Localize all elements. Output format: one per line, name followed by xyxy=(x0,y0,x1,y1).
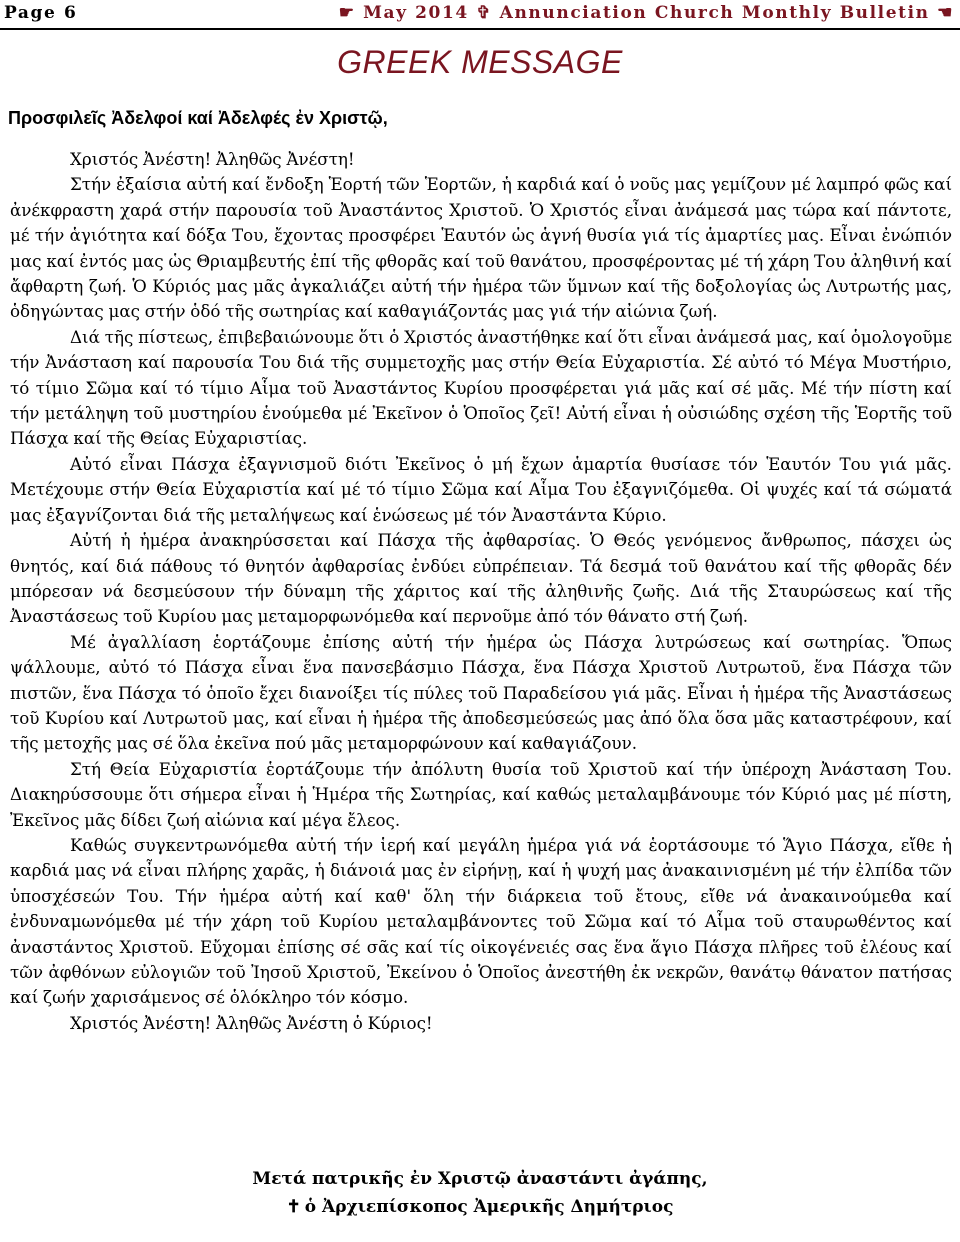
paragraph-4: Αὐτό εἶναι Πάσχα ἐξαγνισμοῦ διότι Ἐκεῖνος ὁ μή ἔχων ἁμαρτία θυσίασε τόν Ἑαυτόν Του γιά μᾶς. Μετέχουμε στήν Θεία Εὐχαριστία καί μέ τό τίμιο Σῶμα καί Αἷμα Του ἐξαγνιζόμεθα. Οἱ ψυχές καί τά σώματά μας ἐξαγνίζονται διά τῆς μεταλήψεως καί ἑνώσεως μέ τόν Ἀναστάντα Κύριο. xyxy=(10,453,952,525)
greeting: Προσφιλεῖς Ἀδελφοί καί Ἀδελφές ἐν Χριστῷ, xyxy=(8,108,388,128)
letter-body xyxy=(10,147,952,1036)
pointing-hand-right-icon: ☚ xyxy=(937,3,954,23)
paragraph-8: Καθώς συγκεντρωνόμεθα αὐτή τήν ἱερή καί μεγάλη ἡμέρα γιά νά ἑορτάσουμε τό Ἅγιο Πάσχα, εἴθε ἡ καρδιά μας νά εἶναι πλήρης χαρᾶς, ἡ διάνοιά μας ἐν εἰρήνῃ, καί ἡ ψυχή μας ἀνακαινισμένη μέ τήν ἐλπίδα τῶν ὑποσχέσεών Του. Τήν ἡμέρα αὐτή καί καθ' ὅλη τήν διάρκεια τοῦ ἔτους, εἴθε νά ἀνακαινούμεθα καί ἐνδυναμωνόμεθα μέ τήν χάρη τοῦ Κυρίου μεταλαμβάνοντες τοῦ Σῶμα καί τό Αἷμα τοῦ σταυρωθέντος καί ἀναστάντος Χριστοῦ. Εὔχομαι ἐπίσης σέ σᾶς καί τίς οἰκογένειές σας ἕνα ἅγιο Πάσχα πλῆρες τοῦ ἐλέους καί τῶν ἀφθόνων εὐλογιῶν τοῦ Ἰησοῦ Χριστοῦ, Ἐκείνου ὁ Ὁποῖος ἀνεστήθη ἐκ νεκρῶν, θανάτῳ θάνατον πατήσας καί ζωήν χαρισάμενος σέ ὁλόκληρο τόν κόσμο. xyxy=(10,834,952,1008)
paragraph-6: Μέ ἀγαλλίαση ἑορτάζουμε ἐπίσης αὐτή τήν ἡμέρα ὡς Πάσχα λυτρώσεως καί σωτηρίας. Ὅπως ψάλλουμε, αὐτό τό Πάσχα εἶναι ἕνα πανσεβάσμιο Πάσχα, ἕνα Πάσχα Χριστοῦ Λυτρωτοῦ, ἕνα Πάσχα τῶν πιστῶν, ἕνα Πάσχα τό ὁποῖο ἔχει διανοίξει τίς πύλες τοῦ Παραδείσου γιά μᾶς. Εἶναι ἡ ἡμέρα τῆς Ἀναστάσεως τοῦ Κυρίου καί Λυτρωτοῦ μας, καί εἶναι ἡ ἡμέρα τῆς ἀποδεσμεύσεώς μας ἀπό ὅλα ὅσα μᾶς καταστρέφουν, καί τῆς μετοχῆς μας σέ ὅλα ἐκεῖνα πού μᾶς μεταμορφώνουν καί καθαγιάζουν. xyxy=(10,631,952,754)
signatory: ὁ Ἀρχιεπίσκοπος Ἀμερικῆς Δημήτριος xyxy=(304,1197,674,1217)
paragraph-7: Στή Θεία Εὐχαριστία ἑορτάζουμε τήν ἀπόλυτη θυσία τοῦ Χριστοῦ καί τήν ὑπέροχη Ἀνάσταση Του. Διακηρύσσουμε ὅτι σήμερα εἶναι ἡ Ἡμέρα τῆς Σωτηρίας, καί καθώς μεταλαμβάνουμε τόν Κύριό μας μέ πίστη, Ἐκεῖνος μᾶς δίδει ζωή αἰώνια καί μέγα ἔλεος. xyxy=(10,758,952,830)
header-divider xyxy=(0,28,960,30)
closing-salutation: Μετά πατρικῆς ἐν Χριστῷ ἀναστάντι ἀγάπης, xyxy=(252,1169,708,1189)
cross-icon: ✝ xyxy=(286,1197,301,1217)
paragraph-5: Αὐτή ἡ ἡμέρα ἀνακηρύσσεται καί Πάσχα τῆς ἀφθαρσίας. Ὁ Θεός γενόμενος ἄνθρωπος, πάσχει ὡς θνητός, καί διά πάθους τό θνητόν ἀφθαρσίας ἐνδύει εὐπρέπειαν. Τά δεσμά τοῦ θανάτου καί τῆς φθορᾶς δέν μπόρεσαν νά δεσμεύσουν τήν δύναμη τῆς χάριτος καί τῆς ἀληθινῆς ζωῆς. Διά τῆς Σταυρώσεως καί τῆς Ἀναστάσεως τοῦ Κυρίου μας μεταμορφωνόμεθα καί περνοῦμε ἀπό τόν θάνατο στή ζωή. xyxy=(10,530,952,627)
paragraph-3: Διά τῆς πίστεως, ἐπιβεβαιώνουμε ὅτι ὁ Χριστός ἀναστήθηκε καί ὅτι εἶναι ἀνάμεσά μας, καί ὁμολογοῦμε τήν Ἀνάσταση καί παρουσία Του διά τῆς συμμετοχῆς μας στήν Θεία Εὐχαριστία. Σέ αὐτό τό Μέγα Μυστήριο, τό τίμιο Σῶμα καί τό τίμιο Αἷμα τοῦ Ἀναστάντος Κυρίου προσφέρεται γιά μᾶς καί σέ μᾶς. Μέ τήν πίστη καί τήν μετάληψη τοῦ μυστηρίου ἑνούμεθα μέ Ἐκεῖνον ὁ Ὁποῖος ζεῖ! Αὐτή εἶναι ἡ οὐσιώδης σχέση τῆς Ἑορτῆς τοῦ Πάσχα καί τῆς Θείας Εὐχαριστίας. xyxy=(10,326,952,449)
bulletin-header xyxy=(339,3,960,23)
page-title: GREEK MESSAGE xyxy=(337,44,623,80)
paragraph-2: Στήν ἐξαίσια αὐτή καί ἔνδοξη Ἑορτή τῶν Ἑορτῶν, ἡ καρδιά καί ὁ νοῦς μας γεμίζουν μέ λαμπρό φῶς καί ἀνέκφραστη χαρά στήν παρουσία τοῦ Ἀναστάντος Χριστοῦ. Ὁ Χριστός εἶναι ἀνάμεσά μας τώρα καί πάντοτε, μέ τήν ἁγιότητα καί δόξα Του, ἔχοντας προσφέρει Ἑαυτόν ὡς ἁγνή θυσία γιά τίς ἁμαρτίες μας. Εἶναι ἐνώπιόν μας καί ἐντός μας ὡς Θριαμβευτής ἐπί τῆς φθορᾶς καί τοῦ θανάτου, προσφέροντας μέ τή χάρη Του ἀληθινή καί ἄφθαρτη ζωή. Ὁ Κύριός μας μᾶς ἀγκαλιάζει αὐτή τήν ἡμέρα τῶν ὕμνων καί τῆς δοξολογίας ὡς Λυτρωτής μας, ὁδηγώντας μας στήν ὁδό τῆς σωτηρίας καί καθαγιάζοντάς μας γιά τήν αἰώνια ζωή. xyxy=(10,174,952,322)
signature-line xyxy=(0,1193,960,1221)
page-number: Page 6 xyxy=(4,3,78,23)
signature-block xyxy=(0,1165,960,1221)
bulletin-title: May 2014 ✞ Annunciation Church Monthly Bulletin xyxy=(363,3,930,23)
pointing-hand-left-icon: ☛ xyxy=(338,3,356,23)
paragraph-9: Χριστός Ἀνέστη! Ἀληθῶς Ἀνέστη ὁ Κύριος! xyxy=(70,1012,433,1033)
paragraph-1: Χριστός Ἀνέστη! Ἀληθῶς Ἀνέστη! xyxy=(70,149,355,169)
page-header xyxy=(0,0,960,26)
